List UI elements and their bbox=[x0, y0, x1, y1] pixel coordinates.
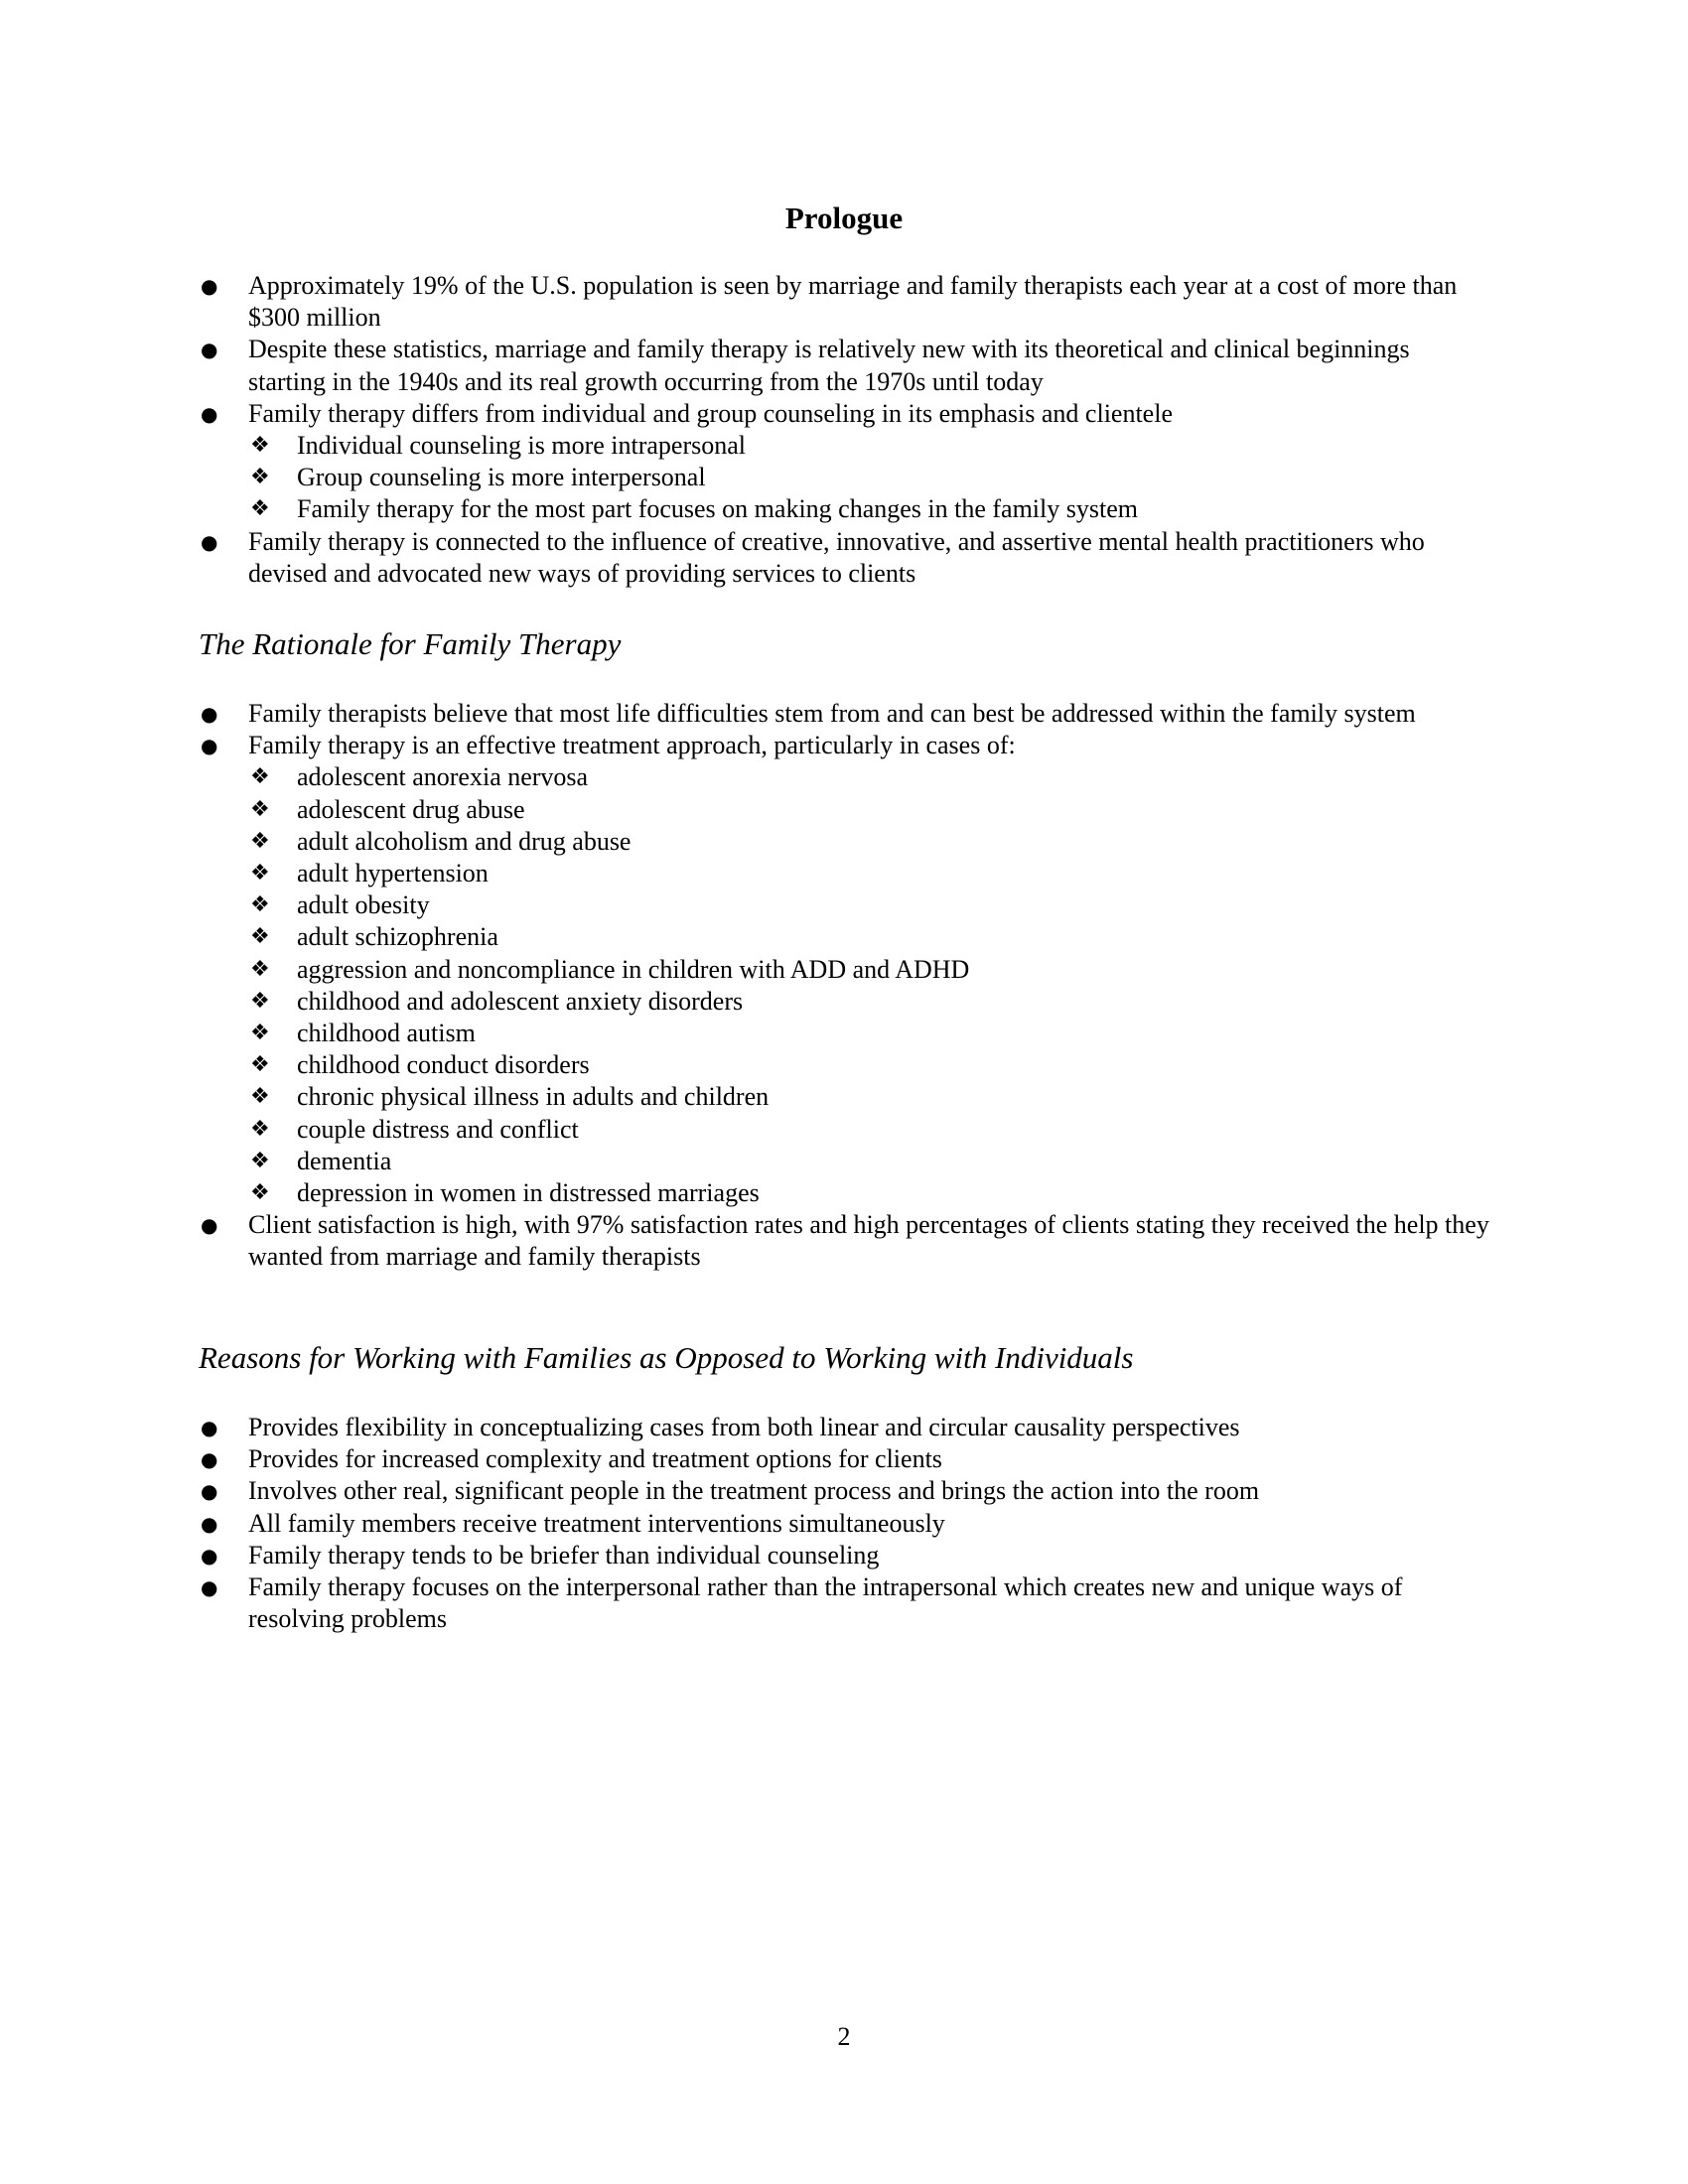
diamond-bullet-icon: ❖ bbox=[250, 828, 270, 854]
page-number: 2 bbox=[837, 2022, 851, 2051]
list-item-text: Family therapists believe that most life difficulties stem from and can best be addressed within the family system bbox=[248, 699, 1416, 728]
diamond-bullet-icon: ❖ bbox=[250, 496, 270, 522]
sub-list-item-text: adult hypertension bbox=[297, 859, 489, 888]
sub-list-item bbox=[199, 826, 1489, 858]
list-item-text: Provides for increased complexity and treatment options for clients bbox=[248, 1444, 942, 1474]
list-item bbox=[199, 1540, 1489, 1571]
bullet-icon: ● bbox=[201, 1575, 218, 1600]
diamond-bullet-icon: ❖ bbox=[250, 892, 270, 918]
sub-list-item bbox=[199, 761, 1489, 793]
sub-list-item-text: childhood conduct disorders bbox=[297, 1050, 590, 1080]
sub-list-item bbox=[199, 1177, 1489, 1209]
diamond-bullet-icon: ❖ bbox=[250, 1148, 270, 1173]
reasons-list bbox=[199, 1412, 1489, 1635]
bullet-icon: ● bbox=[201, 702, 218, 726]
sub-list-item-text: adolescent anorexia nervosa bbox=[297, 762, 589, 792]
bullet-icon: ● bbox=[201, 1416, 218, 1439]
prologue-sub-list bbox=[199, 430, 1489, 526]
list-item bbox=[199, 730, 1489, 1209]
bullet-icon: ● bbox=[201, 338, 218, 362]
sub-list-item-text: adult obesity bbox=[297, 890, 430, 920]
bullet-icon: ● bbox=[201, 1543, 218, 1568]
sub-list-item-text: couple distress and conflict bbox=[297, 1114, 579, 1144]
list-item bbox=[199, 1508, 1489, 1540]
list-item bbox=[199, 1443, 1489, 1475]
sub-list-item bbox=[199, 889, 1489, 921]
diamond-bullet-icon: ❖ bbox=[250, 764, 270, 790]
list-item-text: Provides flexibility in conceptualizing cases from both linear and circular causality perspectives bbox=[248, 1413, 1240, 1441]
bullet-icon: ● bbox=[201, 401, 218, 426]
list-item bbox=[199, 398, 1489, 526]
reasons-heading: Reasons for Working with Families as Opposed to Working with Individuals bbox=[199, 1340, 1134, 1375]
sub-list-item-text: childhood autism bbox=[297, 1019, 476, 1048]
list-item-text: Despite these statistics, marriage and family therapy is relatively new with its theoretical and clinical beginnings starting in the 1940s and its real growth occurring from the 1970s until today bbox=[248, 335, 1410, 396]
list-item bbox=[199, 1571, 1489, 1635]
sub-list-item bbox=[199, 1146, 1489, 1177]
list-item-text: Family therapy differs from individual and group counseling in its emphasis and clientele bbox=[248, 398, 1173, 428]
diamond-bullet-icon: ❖ bbox=[250, 924, 270, 950]
sub-list-item bbox=[199, 1018, 1489, 1049]
bullet-icon: ● bbox=[201, 1511, 218, 1536]
sub-list-item bbox=[199, 986, 1489, 1018]
list-item-text: Family therapy is an effective treatment approach, particularly in cases of: bbox=[248, 731, 1016, 760]
bullet-icon: ● bbox=[201, 529, 218, 554]
bullet-icon: ● bbox=[201, 1213, 218, 1238]
list-item bbox=[199, 526, 1489, 590]
diamond-bullet-icon: ❖ bbox=[250, 1052, 270, 1078]
bullet-icon: ● bbox=[201, 1479, 218, 1504]
rationale-heading: The Rationale for Family Therapy bbox=[199, 626, 622, 661]
sub-list-item bbox=[199, 430, 1489, 462]
sub-list-item bbox=[199, 1114, 1489, 1146]
sub-list-item bbox=[199, 462, 1489, 493]
diamond-bullet-icon: ❖ bbox=[250, 796, 270, 822]
sub-list-item-text: adult alcoholism and drug abuse bbox=[297, 826, 632, 856]
list-item-text: All family members receive treatment interventions simultaneously bbox=[248, 1508, 945, 1538]
sub-list-item-text: dementia bbox=[297, 1146, 392, 1175]
sub-list-item-text: Family therapy for the most part focuses on making changes in the family system bbox=[297, 494, 1138, 524]
diamond-bullet-icon: ❖ bbox=[250, 433, 270, 459]
list-item bbox=[199, 1412, 1489, 1443]
list-item-text: Approximately 19% of the U.S. population is seen by marriage and family therapists each year at a cost of more than $300 million bbox=[248, 271, 1458, 333]
diamond-bullet-icon: ❖ bbox=[250, 1021, 270, 1046]
diamond-bullet-icon: ❖ bbox=[250, 465, 270, 490]
list-item-text: Family therapy tends to be briefer than individual counseling bbox=[248, 1540, 880, 1570]
sub-list-item-text: adult schizophrenia bbox=[297, 922, 498, 952]
list-item-text: Client satisfaction is high, with 97% satisfaction rates and high percentages of clients stating they received the help they wanted from marriage and family therapists bbox=[248, 1210, 1489, 1272]
list-item bbox=[199, 1209, 1489, 1273]
diamond-bullet-icon: ❖ bbox=[250, 956, 270, 982]
bullet-icon: ● bbox=[201, 734, 218, 758]
diamond-bullet-icon: ❖ bbox=[250, 1116, 270, 1142]
sub-list-item-text: depression in women in distressed marriages bbox=[297, 1178, 760, 1208]
diamond-bullet-icon: ❖ bbox=[250, 988, 270, 1014]
list-item bbox=[199, 698, 1489, 730]
sub-list-item bbox=[199, 493, 1489, 525]
sub-list-item-text: adolescent drug abuse bbox=[297, 794, 525, 824]
diamond-bullet-icon: ❖ bbox=[250, 1180, 270, 1206]
sub-list-item-text: aggression and noncompliance in children with ADD and ADHD bbox=[297, 954, 970, 984]
page-title: Prologue bbox=[784, 201, 904, 235]
diamond-bullet-icon: ❖ bbox=[250, 1084, 270, 1110]
list-item bbox=[199, 270, 1489, 334]
sub-list-item bbox=[199, 954, 1489, 986]
sub-list-item-text: childhood and adolescent anxiety disorders bbox=[297, 986, 744, 1016]
sub-list-item bbox=[199, 1049, 1489, 1081]
list-item bbox=[199, 1475, 1489, 1507]
prologue-list bbox=[199, 270, 1489, 590]
cases-list bbox=[199, 761, 1489, 1209]
diamond-bullet-icon: ❖ bbox=[250, 861, 270, 887]
sub-list-item-text: Individual counseling is more intrapersonal bbox=[297, 431, 747, 461]
list-item-text: Family therapy is connected to the influence of creative, innovative, and assertive mental health practitioners who devised and advocated new ways of providing services to clients bbox=[248, 526, 1425, 588]
sub-list-item bbox=[199, 1081, 1489, 1113]
bullet-icon: ● bbox=[201, 1447, 218, 1472]
list-item-text: Involves other real, significant people in the treatment process and brings the action into the room bbox=[248, 1476, 1260, 1506]
rationale-list bbox=[199, 698, 1489, 1274]
list-item bbox=[199, 334, 1489, 397]
sub-list-item bbox=[199, 858, 1489, 889]
sub-list-item-text: Group counseling is more interpersonal bbox=[297, 463, 706, 492]
sub-list-item bbox=[199, 794, 1489, 826]
bullet-icon: ● bbox=[201, 274, 218, 298]
sub-list-item-text: chronic physical illness in adults and children bbox=[297, 1082, 770, 1112]
sub-list-item bbox=[199, 921, 1489, 953]
list-item-text: Family therapy focuses on the interpersonal rather than the intrapersonal which creates new and unique ways of resolving problems bbox=[248, 1572, 1403, 1634]
